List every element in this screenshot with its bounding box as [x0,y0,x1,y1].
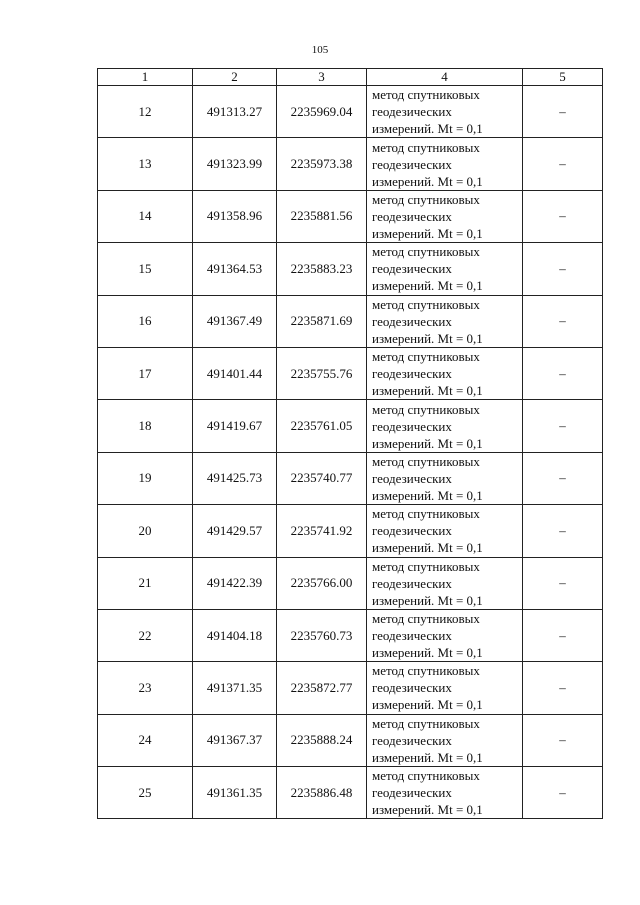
table-row [98,714,603,766]
y-coordinate-cell: 2235755.76 [277,347,367,399]
table-header [98,69,603,86]
method-cell [367,505,523,557]
table-row [98,609,603,661]
method-line: геодезических [372,628,452,644]
point-number-cell: 17 [98,347,193,399]
x-coordinate-cell: 491313.27 [193,86,277,138]
method-cell [367,557,523,609]
method-line: геодезических [372,261,452,277]
method-cell [367,86,523,138]
point-number-cell: 25 [98,767,193,819]
x-coordinate-cell: 491425.73 [193,452,277,504]
method-cell [367,662,523,714]
table-row [98,138,603,190]
column-5-cell: – [523,609,603,661]
point-number-cell: 20 [98,505,193,557]
method-cell [367,243,523,295]
table-row [98,452,603,504]
column-header: 4 [367,69,523,86]
method-line: геодезических [372,418,452,434]
table-body [98,86,603,819]
method-line: измерений. Mt = 0,1 [372,225,483,241]
x-coordinate-cell: 491422.39 [193,557,277,609]
y-coordinate-cell: 2235761.05 [277,400,367,452]
y-coordinate-cell: 2235741.92 [277,505,367,557]
y-coordinate-cell: 2235872.77 [277,662,367,714]
column-5-cell: – [523,767,603,819]
column-5-cell: – [523,295,603,347]
method-cell [367,400,523,452]
column-header: 1 [98,69,193,86]
table-row [98,662,603,714]
method-line: геодезических [372,732,452,748]
y-coordinate-cell: 2235973.38 [277,138,367,190]
x-coordinate-cell: 491404.18 [193,609,277,661]
method-line: метод спутниковых [372,611,480,627]
method-cell [367,190,523,242]
y-coordinate-cell: 2235760.73 [277,609,367,661]
method-cell [367,295,523,347]
point-number-cell: 12 [98,86,193,138]
column-header: 5 [523,69,603,86]
method-line: измерений. Mt = 0,1 [372,697,483,713]
method-line: геодезических [372,470,452,486]
point-number-cell: 18 [98,400,193,452]
method-cell [367,714,523,766]
method-line: метод спутниковых [372,139,480,155]
method-line: измерений. Mt = 0,1 [372,278,483,294]
method-line: геодезических [372,156,452,172]
method-line: геодезических [372,104,452,120]
method-line: метод спутниковых [372,506,480,522]
method-line: измерений. Mt = 0,1 [372,383,483,399]
table-row [98,557,603,609]
method-line: измерений. Mt = 0,1 [372,173,483,189]
column-5-cell: – [523,243,603,295]
table-row [98,295,603,347]
method-line: измерений. Mt = 0,1 [372,592,483,608]
method-line: метод спутниковых [372,663,480,679]
method-line: измерений. Mt = 0,1 [372,802,483,818]
x-coordinate-cell: 491429.57 [193,505,277,557]
x-coordinate-cell: 491358.96 [193,190,277,242]
x-coordinate-cell: 491401.44 [193,347,277,399]
method-line: метод спутниковых [372,558,480,574]
method-cell [367,767,523,819]
method-line: метод спутниковых [372,715,480,731]
x-coordinate-cell: 491367.49 [193,295,277,347]
method-line: метод спутниковых [372,191,480,207]
method-line: метод спутниковых [372,87,480,103]
method-line: геодезических [372,208,452,224]
table-row [98,347,603,399]
y-coordinate-cell: 2235881.56 [277,190,367,242]
method-line: измерений. Mt = 0,1 [372,435,483,451]
column-5-cell: – [523,452,603,504]
method-line: геодезических [372,313,452,329]
method-line: геодезических [372,680,452,696]
table-row [98,505,603,557]
method-cell [367,452,523,504]
x-coordinate-cell: 491419.67 [193,400,277,452]
point-number-cell: 19 [98,452,193,504]
point-number-cell: 13 [98,138,193,190]
method-line: метод спутниковых [372,349,480,365]
x-coordinate-cell: 491361.35 [193,767,277,819]
coordinates-table [97,68,603,819]
method-cell [367,347,523,399]
method-line: метод спутниковых [372,244,480,260]
method-line: измерений. Mt = 0,1 [372,330,483,346]
y-coordinate-cell: 2235883.23 [277,243,367,295]
column-header: 3 [277,69,367,86]
table-row [98,243,603,295]
column-5-cell: – [523,557,603,609]
method-line: метод спутниковых [372,768,480,784]
column-header: 2 [193,69,277,86]
y-coordinate-cell: 2235871.69 [277,295,367,347]
y-coordinate-cell: 2235888.24 [277,714,367,766]
point-number-cell: 21 [98,557,193,609]
table-row [98,190,603,242]
column-5-cell: – [523,190,603,242]
method-line: метод спутниковых [372,453,480,469]
column-5-cell: – [523,662,603,714]
method-line: геодезических [372,785,452,801]
method-line: геодезических [372,366,452,382]
method-line: измерений. Mt = 0,1 [372,645,483,661]
x-coordinate-cell: 491367.37 [193,714,277,766]
point-number-cell: 22 [98,609,193,661]
x-coordinate-cell: 491371.35 [193,662,277,714]
y-coordinate-cell: 2235886.48 [277,767,367,819]
point-number-cell: 16 [98,295,193,347]
x-coordinate-cell: 491323.99 [193,138,277,190]
method-cell [367,138,523,190]
y-coordinate-cell: 2235766.00 [277,557,367,609]
column-5-cell: – [523,400,603,452]
method-line: метод спутниковых [372,296,480,312]
method-line: измерений. Mt = 0,1 [372,749,483,765]
table-row [98,86,603,138]
table-row [98,400,603,452]
method-cell [367,609,523,661]
y-coordinate-cell: 2235740.77 [277,452,367,504]
point-number-cell: 24 [98,714,193,766]
point-number-cell: 14 [98,190,193,242]
method-line: измерений. Mt = 0,1 [372,121,483,137]
table-row [98,767,603,819]
page-number: 105 [311,44,329,56]
column-5-cell: – [523,347,603,399]
method-line: измерений. Mt = 0,1 [372,540,483,556]
column-5-cell: – [523,86,603,138]
method-line: измерений. Mt = 0,1 [372,487,483,503]
point-number-cell: 23 [98,662,193,714]
method-line: геодезических [372,523,452,539]
point-number-cell: 15 [98,243,193,295]
y-coordinate-cell: 2235969.04 [277,86,367,138]
method-line: метод спутниковых [372,401,480,417]
x-coordinate-cell: 491364.53 [193,243,277,295]
column-5-cell: – [523,138,603,190]
header-row [98,69,603,86]
method-line: геодезических [372,575,452,591]
column-5-cell: – [523,714,603,766]
column-5-cell: – [523,505,603,557]
